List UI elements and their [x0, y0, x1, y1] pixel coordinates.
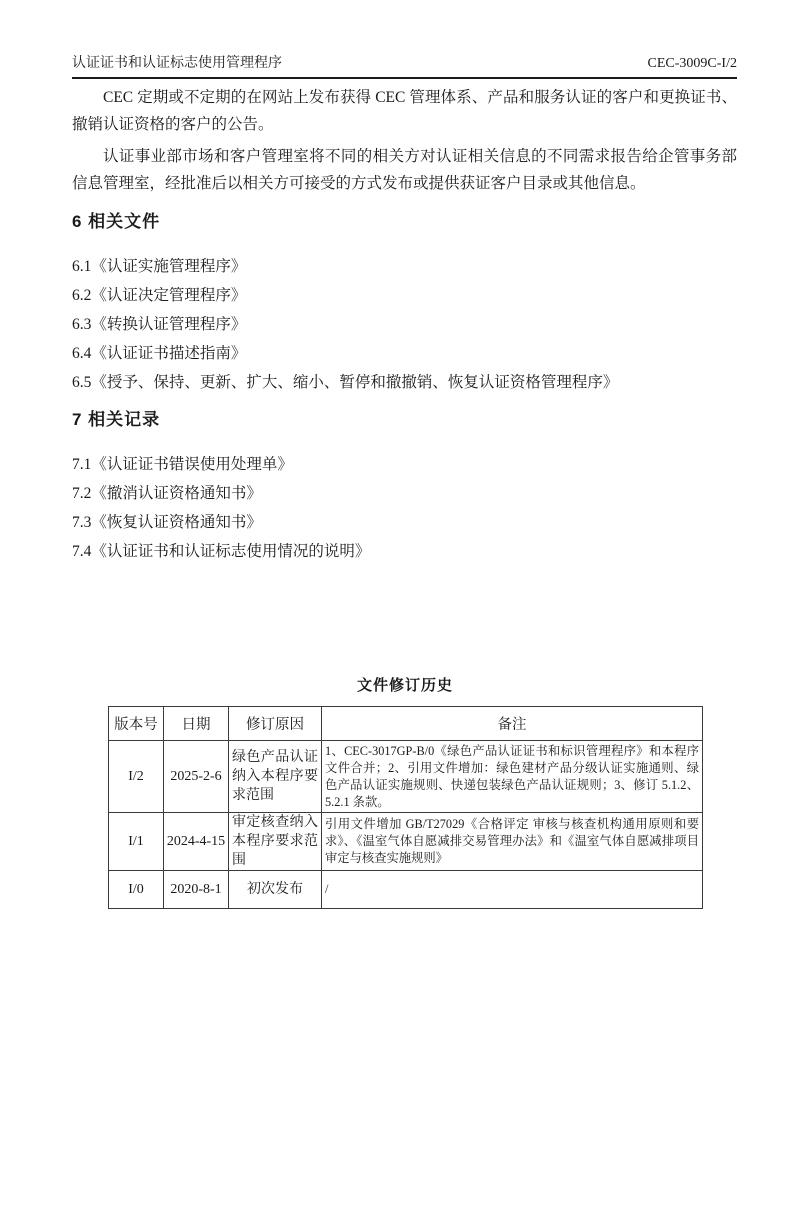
cell-remark: /	[322, 871, 703, 909]
section-6-list	[72, 252, 737, 397]
cell-reason: 绿色产品认证纳入本程序要求范围	[229, 741, 322, 813]
revision-history-block	[108, 676, 702, 909]
cell-date: 2020-8-1	[164, 871, 229, 909]
page-header	[72, 56, 737, 79]
section-6-heading: 6 相关文件	[72, 212, 161, 231]
list-item: 6.4《认证证书描述指南》	[72, 345, 247, 362]
section-related-records	[72, 408, 737, 566]
body-paragraphs	[72, 84, 737, 202]
revision-table-title: 文件修订历史	[356, 677, 453, 694]
column-header-reason: 修订原因	[229, 707, 322, 741]
revision-history-table	[108, 706, 703, 909]
section-7-list	[72, 450, 737, 566]
list-item: 7.2《撤消认证资格通知书》	[72, 485, 262, 502]
table-row	[109, 741, 703, 813]
column-header-date: 日期	[164, 707, 229, 741]
list-item: 7.4《认证证书和认证标志使用情况的说明》	[72, 543, 371, 560]
header-doc-title: 认证证书和认证标志使用管理程序	[72, 56, 282, 71]
list-item: 6.1《认证实施管理程序》	[72, 258, 247, 275]
cell-version: I/1	[109, 813, 164, 871]
list-item: 7.1《认证证书错误使用处理单》	[72, 456, 293, 473]
paragraph-publication-notice: CEC 定期或不定期的在网站上发布获得 CEC 管理体系、产品和服务认证的客户和更换证书、撤销认证资格的客户的公告。	[72, 89, 737, 133]
list-item: 6.5《授予、保持、更新、扩大、缩小、暂停和撤撤销、恢复认证资格管理程序》	[72, 374, 619, 391]
list-item: 6.3《转换认证管理程序》	[72, 316, 247, 333]
column-header-version: 版本号	[109, 707, 164, 741]
table-row	[109, 813, 703, 871]
list-item: 7.3《恢复认证资格通知书》	[72, 514, 262, 531]
paragraph-info-release: 认证事业部市场和客户管理室将不同的相关方对认证相关信息的不同需求报告给企管事务部信息管理室，经批准后以相关方可接受的方式发布或提供获证客户目录或其他信息。	[72, 148, 737, 192]
cell-version: I/2	[109, 741, 164, 813]
cell-date: 2025-2-6	[164, 741, 229, 813]
cell-reason: 初次发布	[229, 871, 322, 909]
cell-version: I/0	[109, 871, 164, 909]
section-related-documents	[72, 210, 737, 397]
column-header-remark: 备注	[322, 707, 703, 741]
table-row	[109, 871, 703, 909]
cell-remark: 引用文件增加 GB/T27029《合格评定 审核与核查机构通用原则和要求》、《温室气体自愿减排交易管理办法》和《温室气体自愿减排项目审定与核查实施规则》	[322, 813, 703, 871]
cell-reason: 审定核查纳入本程序要求范围	[229, 813, 322, 871]
section-7-heading: 7 相关记录	[72, 410, 161, 429]
header-doc-number: CEC-3009C-I/2	[647, 56, 737, 71]
list-item: 6.2《认证决定管理程序》	[72, 287, 247, 304]
cell-remark: 1、CEC-3017GP-B/0《绿色产品认证证书和标识管理程序》和本程序文件合并；2、引用文件增加：绿色建材产品分级认证实施通则、绿色产品认证实施规则、快递包装绿色产品认证规则；3、修订 5.1.2、5.2.1 条款。	[322, 741, 703, 813]
cell-date: 2024-4-15	[164, 813, 229, 871]
table-header-row	[109, 707, 703, 741]
